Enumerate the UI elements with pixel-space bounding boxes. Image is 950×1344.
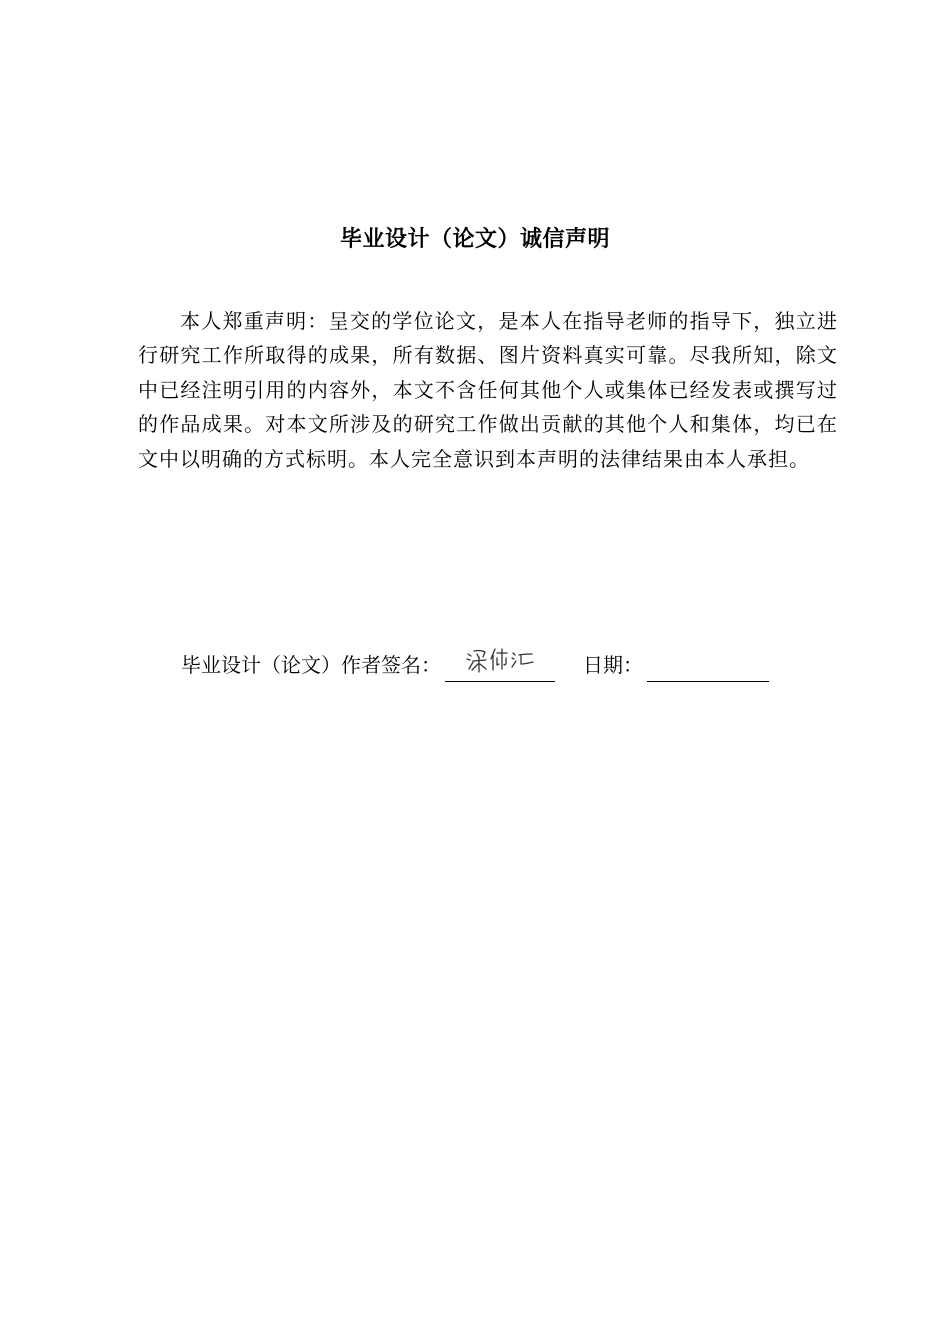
date-label: 日期：: [583, 653, 643, 677]
page-title: 毕业设计（论文）诚信声明: [339, 227, 610, 252]
signature-row: [181, 648, 769, 682]
signature-field: [445, 655, 555, 682]
statement-paragraph: 本人郑重声明：呈交的学位论文，是本人在指导老师的指导下，独立进行研究工作所取得的成果，所有数据、图片资料真实可靠。尽我所知，除文中已经注明引用的内容外，本文不含任何其他个人或集体已经发表或撰写过的作品成果。对本文所涉及的研究工作做出贡献的其他个人和集体，均已在文中以明确的方式标明。本人完全意识到本声明的法律结果由本人承担。: [138, 309, 838, 471]
date-field: [647, 655, 769, 682]
signature-label: 毕业设计（论文）作者签名：: [181, 653, 441, 677]
handwritten-signature: [465, 645, 535, 679]
